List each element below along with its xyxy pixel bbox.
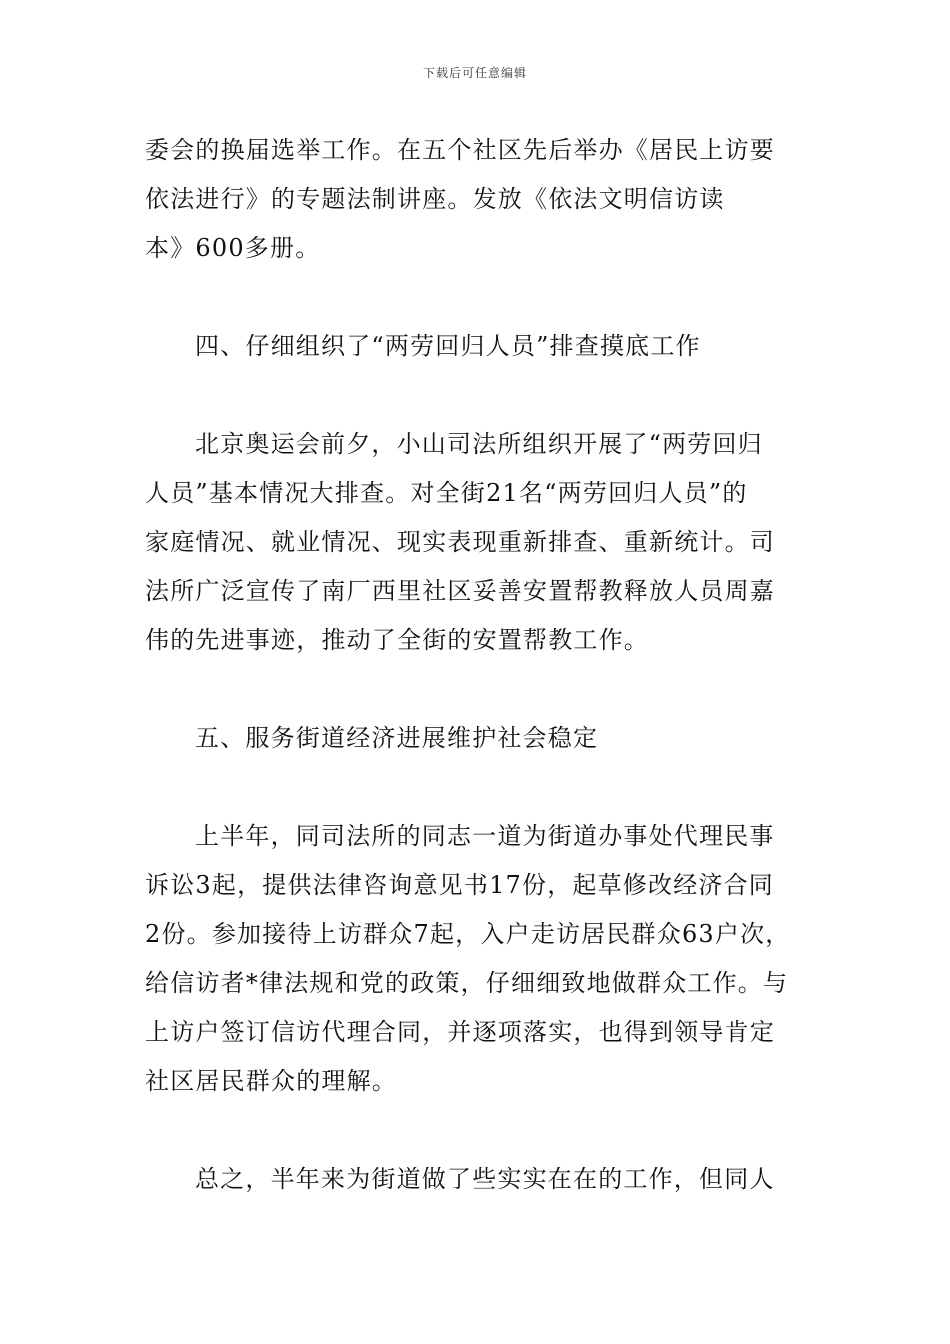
text-line: 给信访者*律法规和党的政策，仔细细致地做群众工作。与 [145,969,789,997]
text-line: 伟的先进事迹，推动了全街的安置帮教工作。 [145,626,649,654]
heading-text: 五、服务街道经济进展维护社会稳定 [195,724,599,752]
document-body [145,126,810,1204]
text-line: 北京奥运会前夕，小山司法所组织开展了“两劳回归 [195,430,763,458]
text-line: 2份。参加接待上访群众7起，入户走访居民群众63户次， [145,920,791,948]
section-heading-4 [145,322,810,371]
text-line: 依法进行》的专题法制讲座。发放《依法文明信访读 [145,185,725,213]
page-header: 下载后可任意编辑 [422,66,527,80]
section-heading-5 [145,714,810,763]
paragraph-summary [145,1155,810,1204]
paragraph-continuation [145,126,810,273]
text-line: 社区居民群众的理解。 [145,1067,397,1095]
text-line: 上访户签订信访代理合同，并逐项落实，也得到领导肯定 [145,1018,775,1046]
text-line: 诉讼3起，提供法律咨询意见书17份，起草修改经济合同 [145,871,775,899]
heading-text: 四、仔细组织了“两劳回归人员”排查摸底工作 [195,332,701,360]
text-line: 委会的换届选举工作。在五个社区先后举办《居民上访要 [145,136,775,164]
text-line: 总之，半年来为街道做了些实实在在的工作，但同人 [195,1165,775,1193]
paragraph-release-personnel [145,420,810,665]
text-line: 本》600多册。 [145,234,321,262]
text-line: 法所广泛宣传了南厂西里社区妥善安置帮教释放人员周嘉 [145,577,775,605]
text-line: 家庭情况、就业情况、现实表现重新排查、重新统计。司 [145,528,775,556]
text-line: 上半年，同司法所的同志一道为街道办事处代理民事 [195,822,775,850]
text-line: 人员”基本情况大排查。对全街21名“两劳回归人员”的 [145,479,748,507]
paragraph-half-year-work [145,812,810,1106]
